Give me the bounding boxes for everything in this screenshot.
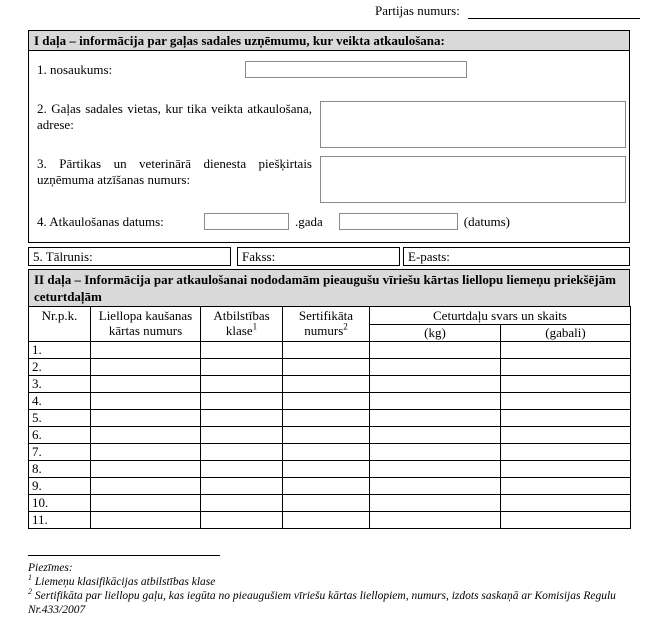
cell-kg[interactable] <box>370 427 501 444</box>
col-header-gabali: (gabali) <box>501 325 631 342</box>
cell-gabali[interactable] <box>501 478 631 495</box>
col-header-kausanas-numurs: Liellopa kaušanas kārtas numurs <box>91 307 201 342</box>
cell-kausanas-numurs[interactable] <box>91 444 201 461</box>
row-number: 10. <box>29 495 91 512</box>
cell-kg[interactable] <box>370 410 501 427</box>
cell-gabali[interactable] <box>501 393 631 410</box>
cell-kg[interactable] <box>370 512 501 529</box>
atzisanas-numurs-label: 3. Pārtikas un veterinārā dienesta piešķirtais uzņēmuma atzīšanas numurs: <box>37 156 312 187</box>
footnote-ref-1: 1 <box>252 321 258 332</box>
field-adrese-row <box>37 101 626 148</box>
cell-kg[interactable] <box>370 359 501 376</box>
epasts-label: E-pasts: <box>408 249 450 264</box>
cell-sertifikata-numurs[interactable] <box>283 393 370 410</box>
talrunis-field[interactable] <box>28 247 231 266</box>
cell-kg[interactable] <box>370 393 501 410</box>
cell-kausanas-numurs[interactable] <box>91 512 201 529</box>
table-row <box>29 478 631 495</box>
adrese-input[interactable] <box>320 101 626 148</box>
section2-header: II daļa – Informācija par atkaulošanai nododamām pieaugušu vīriešu kārtas liellopu liemeņu priekšējām ceturtdaļām <box>28 269 630 307</box>
footnote-2-text: Sertifikāta par liellopu gaļu, kas iegūta no pieaugušiem vīriešu kārtas liellopiem, numurs, izdots saskaņā ar Komisijas Regulu Nr.433/2007 <box>28 590 616 616</box>
table-row <box>29 512 631 529</box>
row-number: 1. <box>29 342 91 359</box>
cell-sertifikata-numurs[interactable] <box>283 410 370 427</box>
table-row <box>29 444 631 461</box>
cell-sertifikata-numurs[interactable] <box>283 427 370 444</box>
cell-kg[interactable] <box>370 495 501 512</box>
cell-gabali[interactable] <box>501 495 631 512</box>
quarters-table <box>28 306 631 529</box>
cell-atbilstibas-klase[interactable] <box>201 512 283 529</box>
cell-kg[interactable] <box>370 461 501 478</box>
datums-hint-label: (datums) <box>463 213 511 229</box>
fakss-label: Fakss: <box>242 249 276 264</box>
field-datums-row <box>37 213 626 230</box>
row-number: 4. <box>29 393 91 410</box>
gada-label: .gada <box>295 213 323 229</box>
cell-sertifikata-numurs[interactable] <box>283 461 370 478</box>
row-number: 9. <box>29 478 91 495</box>
footnote-ref-2: 2 <box>343 321 348 332</box>
cell-kausanas-numurs[interactable] <box>91 393 201 410</box>
cell-atbilstibas-klase[interactable] <box>201 410 283 427</box>
cell-kg[interactable] <box>370 478 501 495</box>
table-row <box>29 495 631 512</box>
cell-gabali[interactable] <box>501 444 631 461</box>
footnote-1-marker: 1 <box>28 573 32 583</box>
cell-atbilstibas-klase[interactable] <box>201 342 283 359</box>
epasts-field[interactable] <box>403 247 630 266</box>
datums-input[interactable] <box>339 213 458 230</box>
footnote-divider <box>28 555 220 556</box>
batch-number-label: Partijas numurs: <box>375 3 460 18</box>
cell-gabali[interactable] <box>501 376 631 393</box>
cell-kausanas-numurs[interactable] <box>91 342 201 359</box>
cell-sertifikata-numurs[interactable] <box>283 342 370 359</box>
cell-atbilstibas-klase[interactable] <box>201 427 283 444</box>
field-atzisanas-numurs-row <box>37 156 626 203</box>
cell-atbilstibas-klase[interactable] <box>201 359 283 376</box>
cell-kausanas-numurs[interactable] <box>91 359 201 376</box>
cell-gabali[interactable] <box>501 342 631 359</box>
gads-input[interactable] <box>204 213 289 230</box>
nosaukums-label: 1. nosaukums: <box>37 61 113 77</box>
cell-atbilstibas-klase[interactable] <box>201 478 283 495</box>
cell-atbilstibas-klase[interactable] <box>201 444 283 461</box>
col-header-kg: (kg) <box>370 325 501 342</box>
cell-sertifikata-numurs[interactable] <box>283 444 370 461</box>
batch-number-row <box>28 3 630 19</box>
table-row <box>29 376 631 393</box>
atzisanas-numurs-input[interactable] <box>320 156 626 203</box>
cell-sertifikata-numurs[interactable] <box>283 478 370 495</box>
cell-sertifikata-numurs[interactable] <box>283 512 370 529</box>
cell-kausanas-numurs[interactable] <box>91 427 201 444</box>
footnotes-title: Piezīmes: <box>28 562 73 574</box>
cell-kausanas-numurs[interactable] <box>91 410 201 427</box>
col-header-ceturtdalu-svars: Ceturtdaļu svars un skaits <box>370 307 631 325</box>
cell-gabali[interactable] <box>501 427 631 444</box>
col-header-nrpk: Nr.p.k. <box>29 307 91 342</box>
field-nosaukums-row <box>37 61 626 78</box>
table-row <box>29 461 631 478</box>
col-header-sertifikata-numurs: Sertifikāta numurs$^2$ <box>283 307 370 342</box>
cell-kausanas-numurs[interactable] <box>91 376 201 393</box>
table-row <box>29 393 631 410</box>
row-number: 5. <box>29 410 91 427</box>
batch-number-fill-line[interactable] <box>468 4 640 19</box>
row-number: 7. <box>29 444 91 461</box>
footnote-1-text: Liemeņu klasifikācijas atbilstības klase <box>32 576 216 588</box>
row-number: 2. <box>29 359 91 376</box>
footnotes <box>28 555 630 617</box>
section1-header: I daļa – informācija par gaļas sadales uzņēmumu, kur veikta atkaulošana: <box>28 30 630 51</box>
atkaulosanas-datums-label: 4. Atkaulošanas datums: <box>37 213 164 229</box>
cell-kausanas-numurs[interactable] <box>91 461 201 478</box>
talrunis-label: 5. Tālrunis: <box>33 249 93 264</box>
footnote-1 <box>28 575 630 589</box>
table-row <box>29 359 631 376</box>
cell-atbilstibas-klase[interactable] <box>201 461 283 478</box>
row-number: 6. <box>29 427 91 444</box>
cell-atbilstibas-klase[interactable] <box>201 376 283 393</box>
table-row <box>29 410 631 427</box>
nosaukums-input[interactable] <box>245 61 467 78</box>
adrese-label: 2. Gaļas sadales vietas, kur tika veikta atkaulošana, adrese: <box>37 101 312 132</box>
cell-kg[interactable] <box>370 444 501 461</box>
row-number: 8. <box>29 461 91 478</box>
table-row <box>29 342 631 359</box>
cell-atbilstibas-klase[interactable] <box>201 393 283 410</box>
cell-kg[interactable] <box>370 342 501 359</box>
contact-row <box>28 247 630 266</box>
cell-atbilstibas-klase[interactable] <box>201 495 283 512</box>
cell-kg[interactable] <box>370 376 501 393</box>
cell-sertifikata-numurs[interactable] <box>283 376 370 393</box>
table-row <box>29 427 631 444</box>
cell-sertifikata-numurs[interactable] <box>283 359 370 376</box>
cell-gabali[interactable] <box>501 359 631 376</box>
cell-gabali[interactable] <box>501 512 631 529</box>
section1-fields-box <box>28 50 630 243</box>
cell-kausanas-numurs[interactable] <box>91 495 201 512</box>
row-number: 3. <box>29 376 91 393</box>
footnote-2 <box>28 589 630 617</box>
cell-gabali[interactable] <box>501 410 631 427</box>
fakss-field[interactable] <box>237 247 400 266</box>
row-number: 11. <box>29 512 91 529</box>
cell-gabali[interactable] <box>501 461 631 478</box>
cell-sertifikata-numurs[interactable] <box>283 495 370 512</box>
footnote-2-marker: 2 <box>28 587 32 597</box>
col-header-atbilstibas-klase: Atbilstības klase$^1$ <box>201 307 283 342</box>
cell-kausanas-numurs[interactable] <box>91 478 201 495</box>
